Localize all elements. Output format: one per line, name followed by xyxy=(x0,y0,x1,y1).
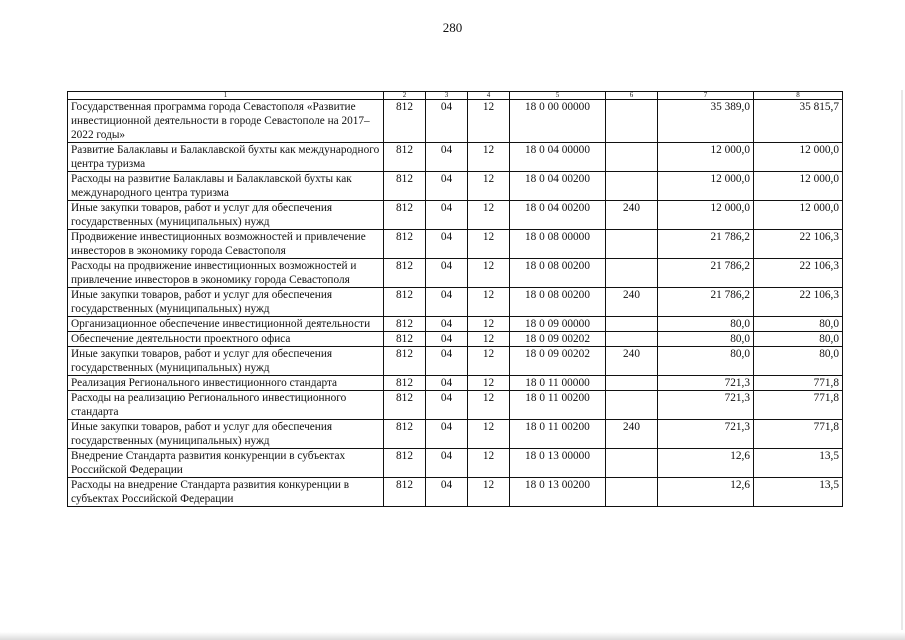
subsection-code: 12 xyxy=(468,391,510,420)
subsection-code: 12 xyxy=(468,449,510,478)
subsection-code: 12 xyxy=(468,317,510,332)
expense-type-code xyxy=(606,478,658,507)
expense-type-code xyxy=(606,100,658,143)
amount-col7: 80,0 xyxy=(658,332,754,347)
budget-table xyxy=(67,91,843,507)
column-header: 5 xyxy=(510,92,606,100)
column-number-row xyxy=(68,92,843,100)
row-name: Расходы на реализацию Регионального инвестиционного стандарта xyxy=(68,391,384,420)
subsection-code: 12 xyxy=(468,347,510,376)
subsection-code: 12 xyxy=(468,288,510,317)
amount-col8: 80,0 xyxy=(754,317,843,332)
amount-col7: 80,0 xyxy=(658,317,754,332)
target-article-code: 18 0 08 00200 xyxy=(510,288,606,317)
subsection-code: 12 xyxy=(468,201,510,230)
subsection-code: 12 xyxy=(468,143,510,172)
column-header: 4 xyxy=(468,92,510,100)
table-row xyxy=(68,317,843,332)
expense-type-code: 240 xyxy=(606,201,658,230)
section-code: 04 xyxy=(426,259,468,288)
amount-col8: 771,8 xyxy=(754,391,843,420)
target-article-code: 18 0 04 00200 xyxy=(510,201,606,230)
section-code: 04 xyxy=(426,143,468,172)
ministry-code: 812 xyxy=(384,143,426,172)
table-row xyxy=(68,201,843,230)
table-row xyxy=(68,230,843,259)
table-row xyxy=(68,376,843,391)
ministry-code: 812 xyxy=(384,391,426,420)
row-name: Государственная программа города Севастополя «Развитие инвестиционной деятельности в городе Севастополе на 2017–2022 годы» xyxy=(68,100,384,143)
ministry-code: 812 xyxy=(384,376,426,391)
target-article-code: 18 0 13 00000 xyxy=(510,449,606,478)
amount-col8: 12 000,0 xyxy=(754,172,843,201)
target-article-code: 18 0 04 00000 xyxy=(510,143,606,172)
amount-col7: 12,6 xyxy=(658,478,754,507)
amount-col7: 21 786,2 xyxy=(658,288,754,317)
table-row xyxy=(68,478,843,507)
target-article-code: 18 0 00 00000 xyxy=(510,100,606,143)
target-article-code: 18 0 09 00202 xyxy=(510,347,606,376)
expense-type-code xyxy=(606,143,658,172)
column-header: 8 xyxy=(754,92,843,100)
amount-col8: 22 106,3 xyxy=(754,259,843,288)
amount-col8: 771,8 xyxy=(754,376,843,391)
amount-col8: 771,8 xyxy=(754,420,843,449)
table-row xyxy=(68,100,843,143)
amount-col8: 35 815,7 xyxy=(754,100,843,143)
amount-col7: 721,3 xyxy=(658,420,754,449)
expense-type-code: 240 xyxy=(606,288,658,317)
target-article-code: 18 0 09 00000 xyxy=(510,317,606,332)
table-row xyxy=(68,259,843,288)
row-name: Расходы на внедрение Стандарта развития конкуренции в субъектах Российской Федерации xyxy=(68,478,384,507)
amount-col8: 12 000,0 xyxy=(754,201,843,230)
column-header: 6 xyxy=(606,92,658,100)
table-row xyxy=(68,172,843,201)
subsection-code: 12 xyxy=(468,332,510,347)
budget-table-container xyxy=(67,91,842,507)
target-article-code: 18 0 08 00000 xyxy=(510,230,606,259)
subsection-code: 12 xyxy=(468,259,510,288)
subsection-code: 12 xyxy=(468,420,510,449)
row-name: Обеспечение деятельности проектного офиса xyxy=(68,332,384,347)
section-code: 04 xyxy=(426,172,468,201)
target-article-code: 18 0 11 00200 xyxy=(510,420,606,449)
row-name: Иные закупки товаров, работ и услуг для обеспечения государственных (муниципальных) нужд xyxy=(68,288,384,317)
section-code: 04 xyxy=(426,478,468,507)
column-header: 3 xyxy=(426,92,468,100)
section-code: 04 xyxy=(426,288,468,317)
ministry-code: 812 xyxy=(384,449,426,478)
amount-col7: 80,0 xyxy=(658,347,754,376)
ministry-code: 812 xyxy=(384,201,426,230)
amount-col7: 12 000,0 xyxy=(658,143,754,172)
section-code: 04 xyxy=(426,420,468,449)
amount-col7: 721,3 xyxy=(658,391,754,420)
row-name: Реализация Регионального инвестиционного стандарта xyxy=(68,376,384,391)
amount-col7: 12 000,0 xyxy=(658,201,754,230)
amount-col8: 80,0 xyxy=(754,347,843,376)
expense-type-code xyxy=(606,172,658,201)
ministry-code: 812 xyxy=(384,478,426,507)
row-name: Иные закупки товаров, работ и услуг для обеспечения государственных (муниципальных) нужд xyxy=(68,420,384,449)
table-row xyxy=(68,332,843,347)
amount-col8: 22 106,3 xyxy=(754,288,843,317)
ministry-code: 812 xyxy=(384,259,426,288)
ministry-code: 812 xyxy=(384,420,426,449)
section-code: 04 xyxy=(426,201,468,230)
amount-col7: 721,3 xyxy=(658,376,754,391)
table-row xyxy=(68,449,843,478)
row-name: Иные закупки товаров, работ и услуг для обеспечения государственных (муниципальных) нужд xyxy=(68,347,384,376)
ministry-code: 812 xyxy=(384,100,426,143)
target-article-code: 18 0 11 00200 xyxy=(510,391,606,420)
amount-col8: 22 106,3 xyxy=(754,230,843,259)
subsection-code: 12 xyxy=(468,172,510,201)
subsection-code: 12 xyxy=(468,376,510,391)
expense-type-code xyxy=(606,376,658,391)
expense-type-code xyxy=(606,391,658,420)
ministry-code: 812 xyxy=(384,230,426,259)
subsection-code: 12 xyxy=(468,100,510,143)
expense-type-code xyxy=(606,449,658,478)
section-code: 04 xyxy=(426,230,468,259)
expense-type-code xyxy=(606,230,658,259)
row-name: Развитие Балаклавы и Балаклавской бухты как международного центра туризма xyxy=(68,143,384,172)
section-code: 04 xyxy=(426,391,468,420)
target-article-code: 18 0 08 00200 xyxy=(510,259,606,288)
amount-col7: 35 389,0 xyxy=(658,100,754,143)
ministry-code: 812 xyxy=(384,317,426,332)
amount-col7: 12,6 xyxy=(658,449,754,478)
expense-type-code xyxy=(606,259,658,288)
table-row xyxy=(68,143,843,172)
section-code: 04 xyxy=(426,332,468,347)
section-code: 04 xyxy=(426,100,468,143)
table-row xyxy=(68,391,843,420)
row-name: Внедрение Стандарта развития конкуренции в субъектах Российской Федерации xyxy=(68,449,384,478)
amount-col7: 21 786,2 xyxy=(658,259,754,288)
amount-col8: 13,5 xyxy=(754,449,843,478)
expense-type-code xyxy=(606,317,658,332)
page-number: 280 xyxy=(442,20,463,35)
amount-col8: 12 000,0 xyxy=(754,143,843,172)
scan-bottom-edge xyxy=(0,632,905,640)
target-article-code: 18 0 11 00000 xyxy=(510,376,606,391)
target-article-code: 18 0 09 00202 xyxy=(510,332,606,347)
scan-edge-shadow xyxy=(901,90,903,630)
ministry-code: 812 xyxy=(384,332,426,347)
expense-type-code: 240 xyxy=(606,420,658,449)
expense-type-code: 240 xyxy=(606,347,658,376)
ministry-code: 812 xyxy=(384,288,426,317)
column-header: 1 xyxy=(68,92,384,100)
row-name: Расходы на продвижение инвестиционных возможностей и привлечение инвесторов в экономику города Севастополя xyxy=(68,259,384,288)
target-article-code: 18 0 04 00200 xyxy=(510,172,606,201)
row-name: Расходы на развитие Балаклавы и Балаклавской бухты как международного центра туризма xyxy=(68,172,384,201)
amount-col8: 13,5 xyxy=(754,478,843,507)
table-row xyxy=(68,288,843,317)
row-name: Организационное обеспечение инвестиционной деятельности xyxy=(68,317,384,332)
column-header: 2 xyxy=(384,92,426,100)
ministry-code: 812 xyxy=(384,172,426,201)
row-name: Продвижение инвестиционных возможностей и привлечение инвесторов в экономику города Севастополя xyxy=(68,230,384,259)
section-code: 04 xyxy=(426,376,468,391)
expense-type-code xyxy=(606,332,658,347)
table-row xyxy=(68,347,843,376)
amount-col7: 12 000,0 xyxy=(658,172,754,201)
table-row xyxy=(68,420,843,449)
target-article-code: 18 0 13 00200 xyxy=(510,478,606,507)
subsection-code: 12 xyxy=(468,478,510,507)
amount-col8: 80,0 xyxy=(754,332,843,347)
subsection-code: 12 xyxy=(468,230,510,259)
column-header: 7 xyxy=(658,92,754,100)
row-name: Иные закупки товаров, работ и услуг для обеспечения государственных (муниципальных) нужд xyxy=(68,201,384,230)
section-code: 04 xyxy=(426,347,468,376)
section-code: 04 xyxy=(426,317,468,332)
amount-col7: 21 786,2 xyxy=(658,230,754,259)
section-code: 04 xyxy=(426,449,468,478)
ministry-code: 812 xyxy=(384,347,426,376)
